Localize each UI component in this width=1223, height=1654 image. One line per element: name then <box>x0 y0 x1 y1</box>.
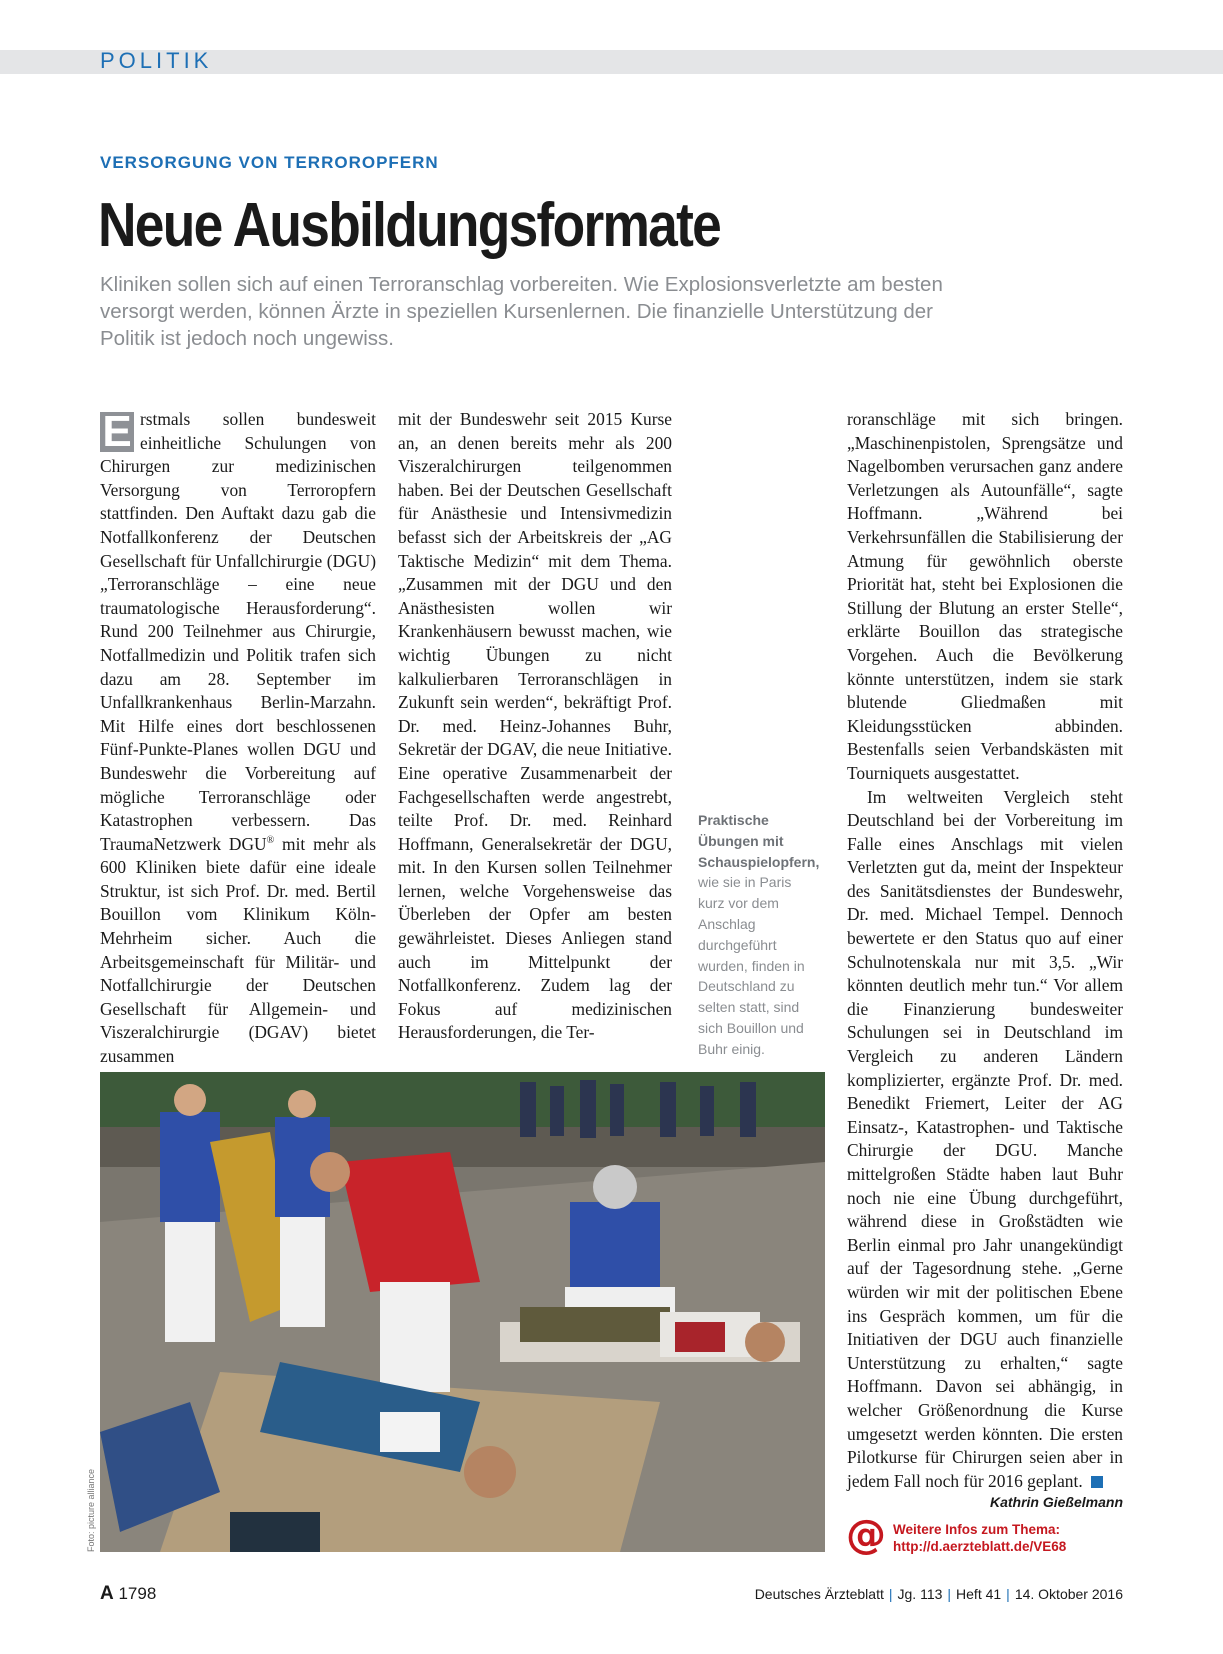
article-kicker: VERSORGUNG VON TERROROPFERN <box>100 153 439 172</box>
text-column-1 <box>100 408 376 1069</box>
caption-bold: Praktische Übungen mit Schauspielopfern, <box>698 812 820 870</box>
footer-separator: | <box>888 1586 893 1602</box>
photo-credit: Foto: picture alliance <box>86 1468 96 1552</box>
column-1-text-continued: mit mehr als 600 Kliniken biete dafür eine ideale Struktur, ist sich Prof. Dr. med. Bertil Bouillon vom Klinikum Köln-Mehrheim sicher. Auch die Arbeitsgemeinschaft für Militär- und Notfallchirurgie der Deutschen Gesellschaft für Allgemein- und Viszeralchirurgie (DGAV) bietet zusammen <box>100 833 376 1067</box>
section-label: POLITIK <box>100 48 213 73</box>
article-photo <box>100 1072 825 1552</box>
at-icon: @ <box>846 1512 886 1558</box>
page-folio <box>100 1583 156 1605</box>
more-info-label: Weitere Infos zum Thema: <box>893 1522 1061 1537</box>
column-1-text: rstmals sollen bundesweit einheitliche Schulungen von Chirurgen zur medizinischen Versorgung von Terroropfern stattfinden. Den Auftakt dazu gab die Notfallkonferenz der Deutschen Gesellschaft für Unfallchirurgie (DGU) „Terroranschläge – eine neue traumatologische Herausforderung“. Rund 200 Teilnehmer aus Chirurgie, Notfallmedizin und Politik trafen sich dazu am 28. September im Unfallkrankenhaus Berlin-Marzahn. Mit Hilfe eines dort beschlossenen Fünf-Punkte-Planes wollen DGU und Bundeswehr die Vorbereitung auf mögliche Terroranschläge oder Katastrophen verbessern. Das TraumaNetzwerk DGU <box>100 409 376 854</box>
more-info-link[interactable]: http://d.aerzteblatt.de/VE68 <box>893 1539 1067 1554</box>
end-mark-icon <box>1091 1476 1103 1488</box>
drop-cap: E <box>100 412 134 452</box>
publication-volume: Jg. 113 <box>897 1586 943 1602</box>
column-2-text: mit der Bundeswehr seit 2015 Kurse an, an denen bereits mehr als 200 Viszeralchirurgen teilgenommen haben. Bei der Deutschen Gesellschaft für Anästhesie und Intensivmedizin befasst sich der Arbeitskreis der „AG Taktische Medizin“ mit dem Thema. „Zusammen mit der DGU und den Anästhesisten wollen wir Krankenhäusern bewusst machen, wie wichtig Übungen zu nicht kalkulierbaren Terroranschlägen in Zukunft sein werden“, bekräftigt Prof. Dr. med. Heinz-Johannes Buhr, Sekretär der DGAV, die neue Initiative. Eine operative Zusammenarbeit der Fachgesellschaften werde angestrebt, teilte Prof. Dr. med. Reinhard Hoffmann, Generalsekretär der DGU, mit. In den Kursen sollen Teilnehmer lernen, welche Vorgehensweise das Überleben der Opfer am besten gewährleistet. Dieses Anliegen stand auch im Mittelpunkt der Notfallkonferenz. Zudem lag der Fokus auf medizinischen Herausforderungen, die Ter- <box>398 409 672 1043</box>
publication-name: Deutsches Ärzteblatt <box>754 1586 884 1602</box>
photo-caption <box>698 810 820 1060</box>
text-column-3 <box>847 408 1123 1493</box>
registered-mark: ® <box>266 834 275 846</box>
publication-date: 14. Oktober 2016 <box>1014 1586 1123 1602</box>
article-title: Neue Ausbildungsformate <box>98 191 721 260</box>
folio-prefix: A <box>100 1583 114 1604</box>
column-3-paragraph-1: roranschläge mit sich bringen. „Maschinenpistolen, Sprengsätze und Nagelbomben verursachen ganz andere Verletzungen als Autounfälle“, sagte Hoffmann. „Während bei Verkehrsunfällen die Stabilisierung der Atmung für gewöhnlich oberste Priorität hat, steht bei Explosionen die Stillung der Blutung an erster Stelle“, erklärte Bouillon das strategische Vorgehen. Auch die Bevölkerung könnte unterstützen, indem sie stark blutende Gliedmaßen mit Kleidungsstücken abbinden. Bestenfalls seien Verbandskästen mit Tourniquets ausgestattet. <box>847 409 1123 783</box>
footer-publication-info <box>755 1586 1123 1602</box>
footer-separator: | <box>947 1586 952 1602</box>
footer-separator: | <box>1006 1586 1010 1602</box>
folio-number: 1798 <box>118 1584 157 1603</box>
photo-emergency-drill-icon <box>100 1072 825 1552</box>
column-3-paragraph-2 <box>847 786 1123 1494</box>
article-author: Kathrin Gießelmann <box>989 1494 1123 1510</box>
more-info <box>893 1521 1066 1555</box>
publication-issue: Heft 41 <box>956 1586 1002 1602</box>
article-lead: Kliniken sollen sich auf einen Terroranschlag vorbereiten. Wie Explosionsverletzte am besten versorgt werden, können Ärzte in speziellen Kursenlernen. Die finanzielle Unterstützung der Politik ist jedoch noch ungewiss. <box>100 273 943 350</box>
text-column-2 <box>398 408 672 1045</box>
column-3-paragraph-2-text: Im weltweiten Vergleich steht Deutschland bei der Vorbereitung im Falle eines Anschlags mit vielen Verletzten gut da, meint der Inspekteur des Sanitätsdienstes der Bundeswehr, Dr. med. Michael Tempel. Dennoch bewertete er den Status quo auf einer Schulnotenskala nur mit 3,5. „Wir könnten deutlich mehr tun.“ Vor allem die Finanzierung bundesweiter Schulungen sei in Deutschland im Vergleich zu anderen Ländern komplizierter, ergänzte Prof. Dr. med. Benedikt Friemert, Leiter der AG Einsatz-, Katastrophen- und Taktische Chirurgie der DGU. Manche mittelgroßen Städte haben laut Buhr noch nie eine Übung durchgeführt, während diese in Großstädten wie Berlin einmal pro Jahr unangekündigt auf der Tagesordnung stehe. „Gerne würden wir mit der politischen Ebene ins Gespräch kommen, um für die Initiativen der DGU auch finanzielle Unterstützung zu erhalten,“ sagte Hoffmann. Davon sei abhängig, in welcher Größenordnung die Kurse umgesetzt werden könnten. Die ersten Pilotkurse für Chirurgen seien aber in jedem Fall noch für 2016 geplant. <box>847 786 1123 1491</box>
caption-text: wie sie in Paris kurz vor dem Anschlag durchgeführt wurden, finden in Deutschland zu selten statt, sind sich Bouillon und Buhr einig. <box>698 874 805 1057</box>
